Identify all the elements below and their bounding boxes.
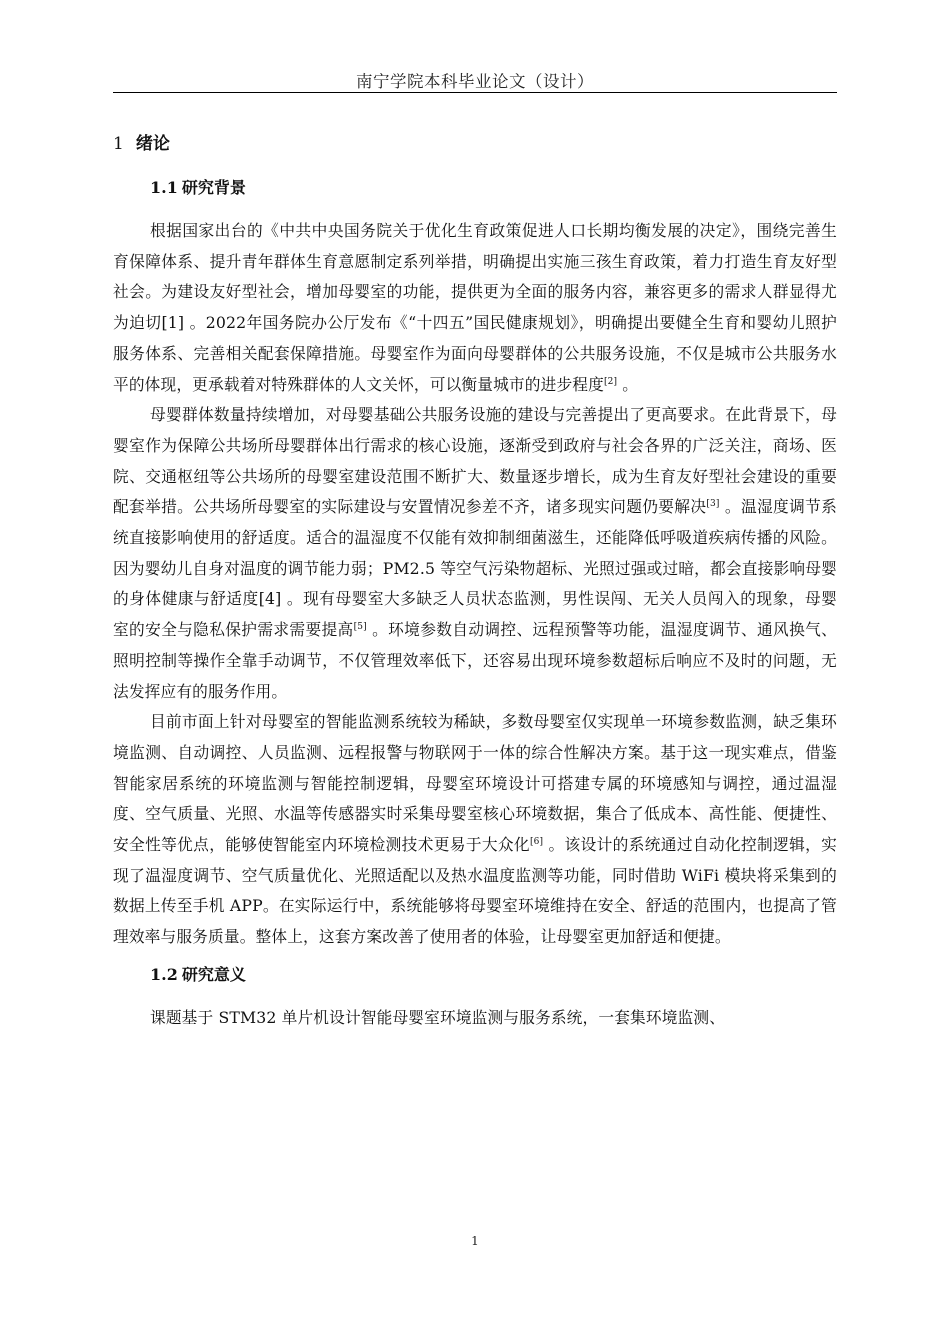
paragraph-text: 根据国家出台的《中共中央国务院关于优化生育政策促进人口长期均衡发展的决定》，围绕完善生育保障体系、提升青年群体生育意愿制定系列举措，明确提出实施三孩生育政策，着力打造生育友好型社会。为建设友好型社会，增加母婴室的功能，提供更为全面的服务内容，兼容更多的需求人群显得尤为迫切[1] 。2022年国务院办公厅发布《“十四五”国民健康规划》，明确提出要健全生育和婴幼儿照护服务体系、完善相关配套保障措施。母婴室作为面向母婴群体的公共服务设施，不仅是城市公共服务水平的体现，更承载着对特殊群体的人文关怀，可以衡量城市的进步程度 (113, 221, 837, 394)
paragraph-text: 。该设计的系统通过自动化控制逻辑，实现了温湿度调节、空气质量优化、光照适配以及热水温度监测等功能，同时借助 WiFi 模块将采集到的数据上传至手机 APP。在实际运行中，系统能够将母婴室环境维持在安全、舒适的范围内，也提高了管理效率与服务质量。整体上，这套方案改善了使用者的体验，让母婴室更加舒适和便捷。 (113, 835, 837, 947)
section-heading (113, 961, 837, 989)
page-number: 1 (471, 1234, 479, 1248)
citation: [2] (603, 376, 618, 387)
chapter-title: 绪论 (135, 134, 170, 154)
spacer (113, 953, 837, 961)
header-divider (113, 92, 837, 93)
paragraph-text: 。环境参数自动调控、远程预警等功能，温湿度调节、通风换气、照明控制等操作全靠手动调节，不仅管理效率低下，还容易出现环境参数超标后响应不及时的问题，无法发挥应有的服务作用。 (113, 620, 837, 701)
paragraph-text: 。温湿度调节系统直接影响使用的舒适度。适合的温湿度不仅能有效抑制细菌滋生，还能降低呼吸道疾病传播的风险。因为婴幼儿自身对温度的调节能力弱；PM2.5 等空气污染物超标、光照过强或过暗，都会直接影响母婴的身体健康与舒适度[4] 。现有母婴室大多缺乏人员状态监测，男性误闯、无关人员闯入的现象，母婴室的安全与隐私保护需求需要提高 (113, 497, 837, 640)
document-body (113, 130, 837, 1034)
chapter-heading (113, 130, 837, 158)
section-number: 1.1 (150, 178, 178, 197)
paragraph (113, 707, 837, 953)
section-title: 研究意义 (181, 964, 246, 984)
paragraph-text: 目前市面上针对母婴室的智能监测系统较为稀缺，多数母婴室仅实现单一环境参数监测，缺乏集环境监测、自动调控、人员监测、远程报警与物联网于一体的综合性解决方案。基于这一现实难点，借鉴智能家居系统的环境监测与智能控制逻辑，母婴室环境设计可搭建专属的环境感知与调控，通过温湿度、空气质量、光照、水温等传感器实时采集母婴室核心环境数据，集合了低成本、高性能、便捷性、安全性等优点，能够使智能室内环境检测技术更易于大众化 (113, 712, 837, 855)
section-title: 研究背景 (181, 178, 246, 197)
paragraph (113, 400, 837, 707)
paragraph-text: 。 (617, 374, 639, 394)
citation: [5] (353, 622, 367, 633)
paragraph (113, 216, 837, 400)
paragraph-text: 课题基于 STM32 单片机设计智能母婴室环境监测与服务系统，一套集环境监测、 (150, 1007, 726, 1027)
citation: [6] (529, 837, 544, 848)
page-header: 南宁学院本科毕业论文（设计） (356, 72, 594, 91)
section-number: 1.2 (150, 964, 178, 984)
citation: [3] (706, 499, 720, 510)
paragraph-text: 母婴群体数量持续增加，对母婴基础公共服务设施的建设与完善提出了更高要求。在此背景下，母婴室作为保障公共场所母婴群体出行需求的核心设施，逐渐受到政府与社会各界的广泛关注，商场、医院、交通枢纽等公共场所的母婴室建设范围不断扩大、数量逐步增长，成为生育友好型社会建设的重要配套举措。公共场所母婴室的实际建设与安置情况参差不齐，诸多现实问题仍要解决 (113, 405, 837, 517)
paragraph (113, 1003, 837, 1034)
section-heading (113, 174, 837, 202)
chapter-number: 1 (113, 134, 124, 154)
